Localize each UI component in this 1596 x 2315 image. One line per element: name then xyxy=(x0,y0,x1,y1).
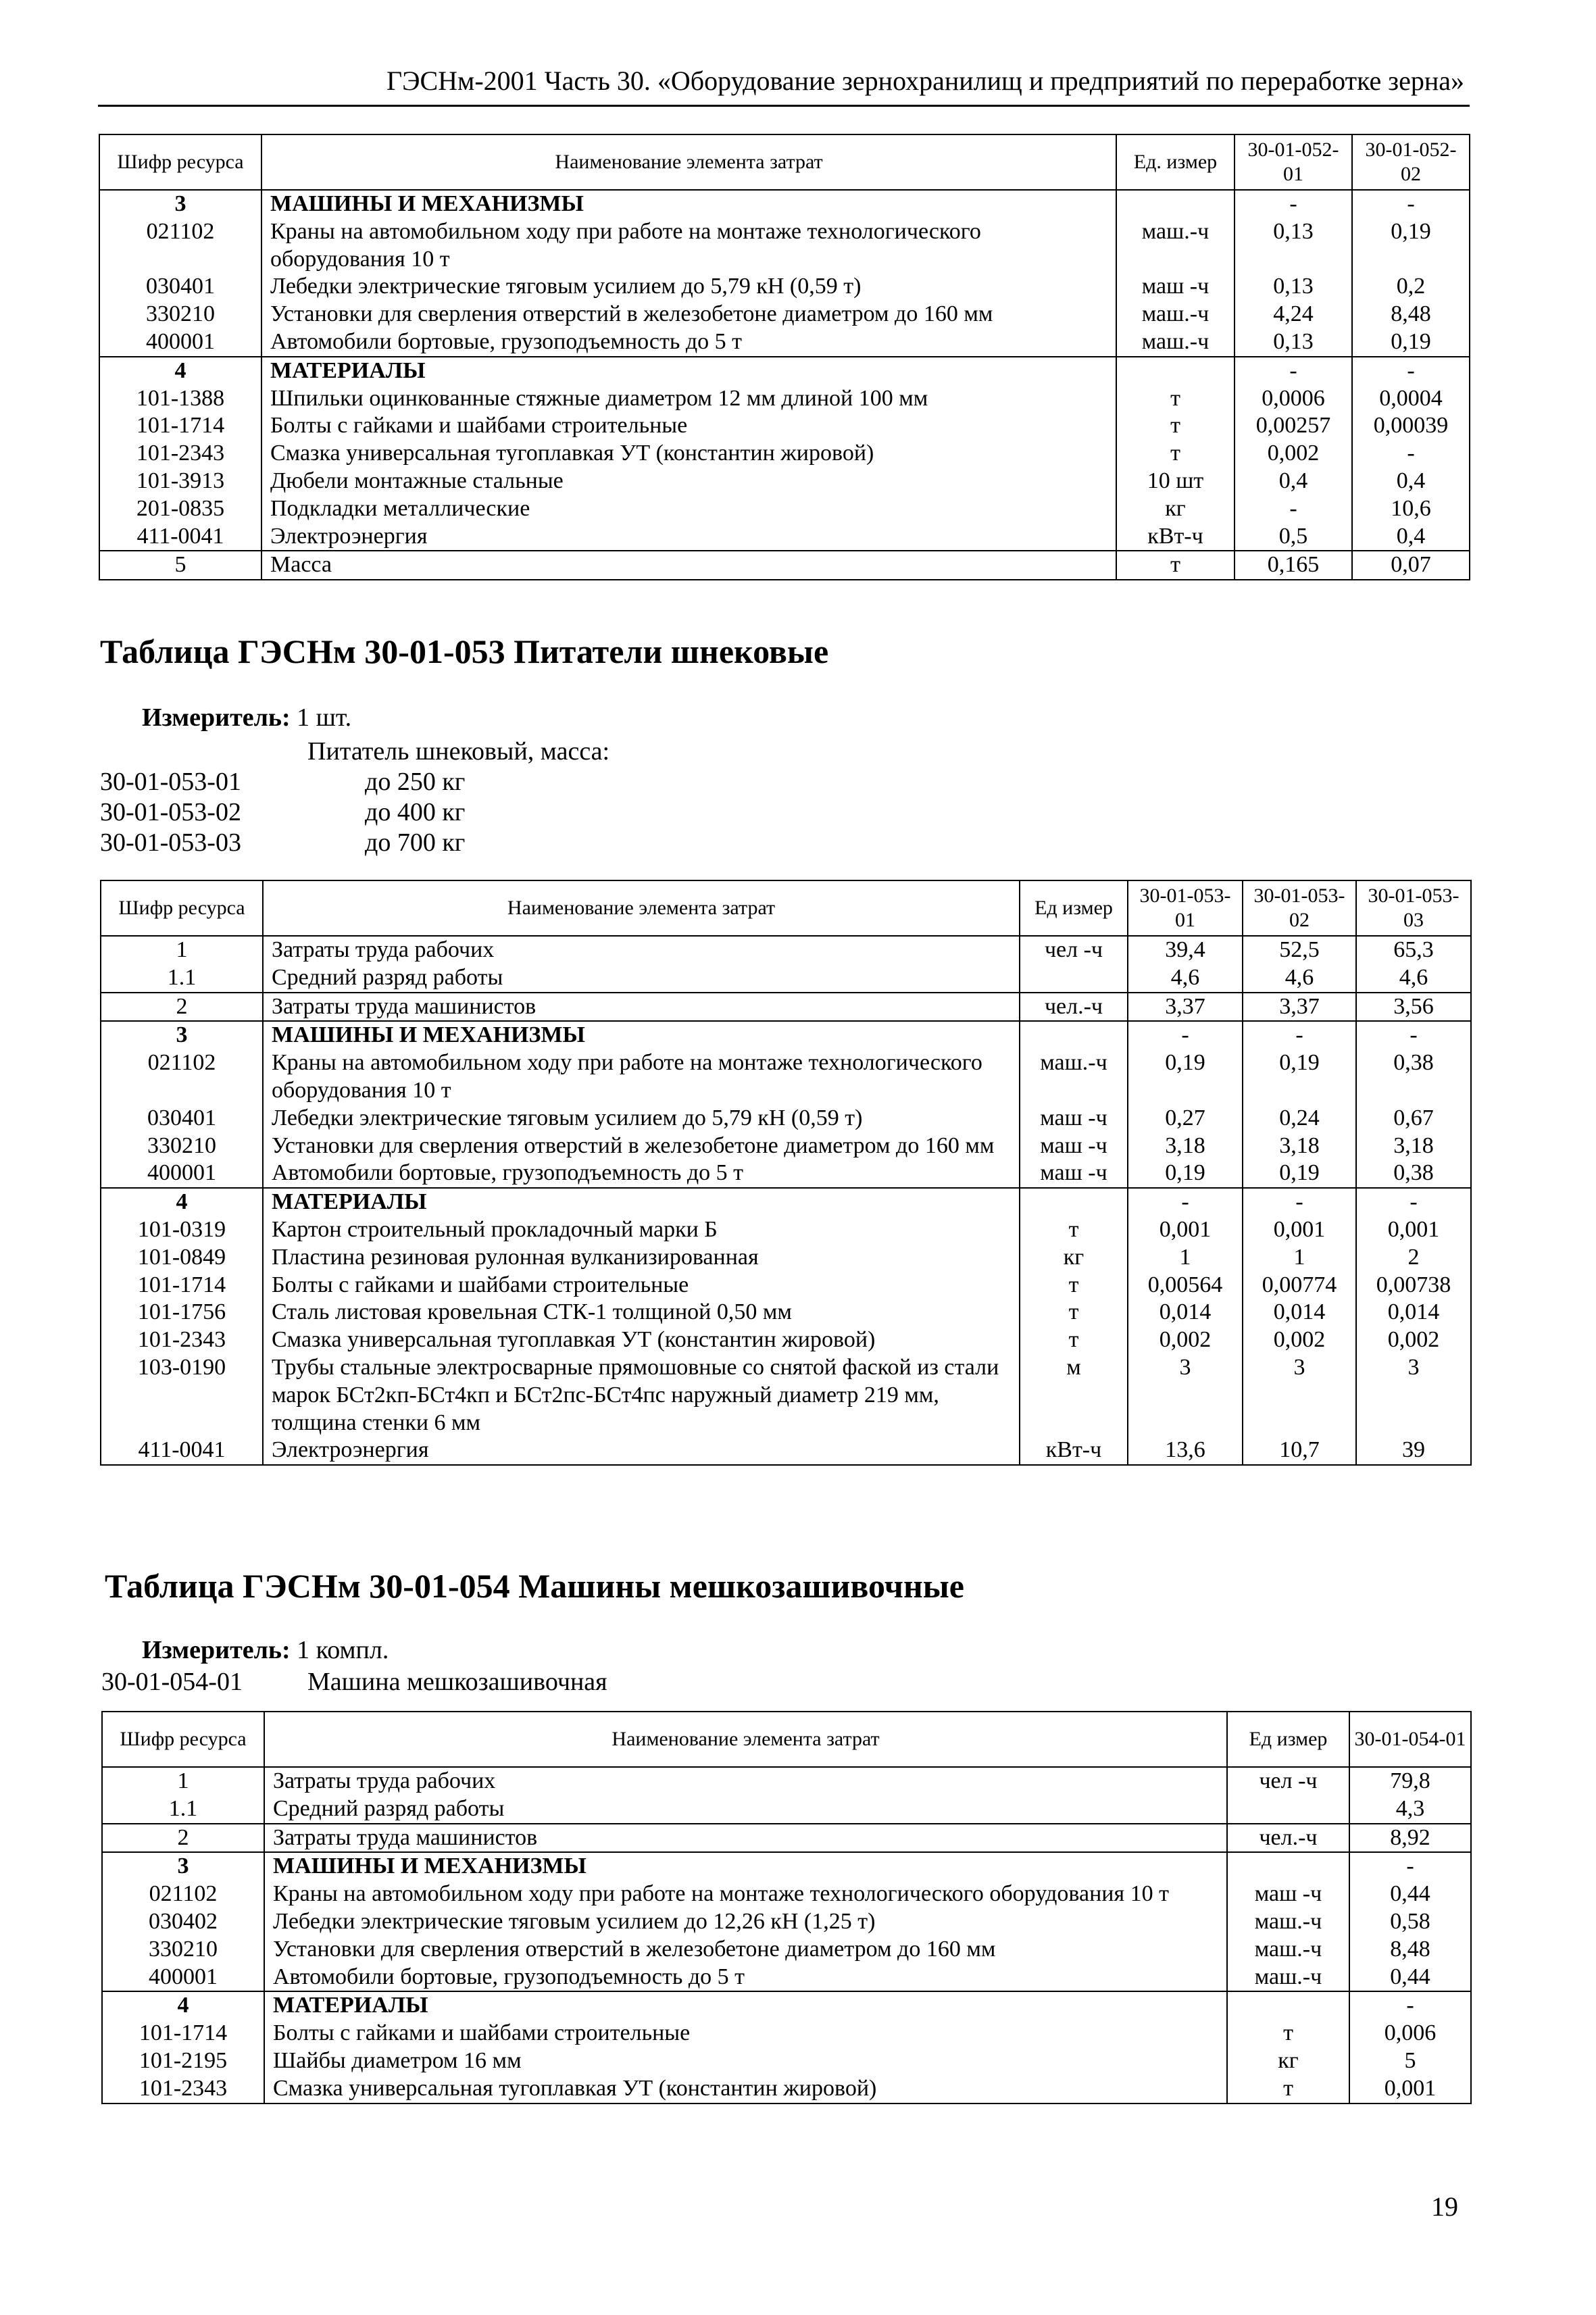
cell-value: 13,6 xyxy=(1128,1437,1243,1465)
cell-value: 3,37 xyxy=(1128,993,1243,1022)
table-row xyxy=(101,1272,1471,1299)
table-row xyxy=(102,1936,1471,1964)
cell-value: 0,0006 xyxy=(1235,385,1352,413)
cell-unit xyxy=(1227,1991,1349,2020)
table-row xyxy=(99,218,1470,274)
cell-code: 101-1388 xyxy=(99,385,261,413)
cell-unit: т xyxy=(1116,551,1235,580)
cell-name: МАШИНЫ И МЕХАНИЗМЫ xyxy=(261,190,1116,218)
cell-value: - xyxy=(1243,1021,1356,1049)
header-col: 30-01-053-01 xyxy=(1128,880,1243,936)
header-col: 30-01-053-03 xyxy=(1356,880,1471,936)
cell-name: Установки для сверления отверстий в железобетоне диаметром до 160 мм xyxy=(263,1132,1020,1160)
cell-code: 4 xyxy=(102,1991,264,2020)
cell-value: 0,001 xyxy=(1349,2075,1471,2104)
cell-name: Электроэнергия xyxy=(263,1437,1020,1465)
cell-name: Автомобили бортовые, грузоподъемность до 5 т xyxy=(261,328,1116,357)
header-name: Наименование элемента затрат xyxy=(263,880,1020,936)
table-row xyxy=(101,1049,1471,1105)
cell-name: Смазка универсальная тугоплавкая УТ (константин жировой) xyxy=(263,1326,1020,1354)
cell-unit: т xyxy=(1020,1326,1128,1354)
cell-value: 0,07 xyxy=(1352,551,1470,580)
table-row xyxy=(102,1964,1471,1992)
cell-name: МАТЕРИАЛЫ xyxy=(261,357,1116,385)
cell-code: 411-0041 xyxy=(101,1437,263,1465)
cell-value: 0,58 xyxy=(1349,1908,1471,1936)
cell-value: 0,002 xyxy=(1128,1326,1243,1354)
cell-value: 0,4 xyxy=(1352,468,1470,495)
table-row xyxy=(101,964,1471,993)
measure-label: Измеритель: xyxy=(142,703,291,732)
cell-name: Краны на автомобильном ходу при работе на монтаже технологического оборудования 10 т xyxy=(264,1881,1227,1908)
table-row xyxy=(102,1824,1471,1853)
cell-unit: т xyxy=(1227,2020,1349,2047)
cell-unit: маш -ч xyxy=(1020,1132,1128,1160)
cell-code: 101-2343 xyxy=(101,1326,263,1354)
cell-name: Затраты труда машинистов xyxy=(264,1824,1227,1853)
table-row xyxy=(101,1326,1471,1354)
cell-value: 0,002 xyxy=(1356,1326,1471,1354)
item-text: до 250 кг xyxy=(365,768,466,796)
cell-value: 0,5 xyxy=(1235,523,1352,551)
cell-name: Смазка универсальная тугоплавкая УТ (константин жировой) xyxy=(264,2075,1227,2104)
table-row xyxy=(99,301,1470,328)
table-row xyxy=(99,523,1470,551)
cell-name: Автомобили бортовые, грузоподъемность до 5 т xyxy=(263,1160,1020,1188)
cell-value: 0,13 xyxy=(1235,328,1352,357)
cell-code: 101-2343 xyxy=(99,440,261,468)
cell-name: Болты с гайками и шайбами строительные xyxy=(261,412,1116,440)
table-row xyxy=(101,1437,1471,1465)
cell-name: Средний разряд работы xyxy=(264,1795,1227,1824)
cell-unit xyxy=(1227,1852,1349,1881)
cell-code: 411-0041 xyxy=(99,523,261,551)
cell-unit: кг xyxy=(1020,1244,1128,1272)
cell-value: 3,18 xyxy=(1356,1132,1471,1160)
cell-value: 0,19 xyxy=(1243,1160,1356,1188)
cell-name: Автомобили бортовые, грузоподъемность до 5 т xyxy=(264,1964,1227,1992)
cell-value: 10,6 xyxy=(1352,495,1470,523)
cell-code: 1 xyxy=(101,936,263,964)
measure-value: 1 компл. xyxy=(297,1636,389,1664)
table-row xyxy=(99,412,1470,440)
cell-value: - xyxy=(1352,357,1470,385)
table-row xyxy=(102,1767,1471,1795)
cell-unit: т xyxy=(1227,2075,1349,2104)
cell-code: 021102 xyxy=(101,1049,263,1105)
header-code: Шифр ресурса xyxy=(99,134,261,190)
cell-unit: чел.-ч xyxy=(1227,1824,1349,1853)
cell-value: 3,18 xyxy=(1243,1132,1356,1160)
header-col: 30-01-052-02 xyxy=(1352,134,1470,190)
cell-value: - xyxy=(1356,1021,1471,1049)
cell-value: 0,00257 xyxy=(1235,412,1352,440)
cell-unit: т xyxy=(1116,412,1235,440)
cell-name: Затраты труда машинистов xyxy=(263,993,1020,1022)
cell-name: Болты с гайками и шайбами строительные xyxy=(264,2020,1227,2047)
header-unit: Ед. измер xyxy=(1116,134,1235,190)
cell-name: Смазка универсальная тугоплавкая УТ (константин жировой) xyxy=(261,440,1116,468)
cell-name: Затраты труда рабочих xyxy=(264,1767,1227,1795)
resource-table-053 xyxy=(100,880,1472,1466)
header-rule xyxy=(98,105,1470,107)
cell-value: 4,6 xyxy=(1356,964,1471,993)
cell-code: 3 xyxy=(99,190,261,218)
cell-value: - xyxy=(1356,1188,1471,1216)
cell-unit: маш.-ч xyxy=(1227,1964,1349,1992)
measure-label: Измеритель: xyxy=(142,1636,291,1664)
cell-unit xyxy=(1020,964,1128,993)
table-row xyxy=(101,1132,1471,1160)
cell-code: 3 xyxy=(101,1021,263,1049)
cell-value: 0,165 xyxy=(1235,551,1352,580)
cell-value: 0,19 xyxy=(1352,328,1470,357)
cell-unit xyxy=(1020,1188,1128,1216)
item-text: до 400 кг xyxy=(365,798,466,826)
header-col: 30-01-052-01 xyxy=(1235,134,1352,190)
cell-unit: маш.-ч xyxy=(1116,328,1235,357)
cell-code: 103-0190 xyxy=(101,1354,263,1437)
cell-code: 030401 xyxy=(99,273,261,301)
cell-value: 3 xyxy=(1128,1354,1243,1437)
cell-unit: маш.-ч xyxy=(1116,218,1235,274)
table-row xyxy=(101,1216,1471,1244)
cell-value: 0,006 xyxy=(1349,2020,1471,2047)
cell-code: 021102 xyxy=(102,1881,264,1908)
cell-unit: т xyxy=(1116,440,1235,468)
cell-value: - xyxy=(1128,1021,1243,1049)
cell-code: 030402 xyxy=(102,1908,264,1936)
cell-unit: т xyxy=(1020,1299,1128,1326)
table-row xyxy=(99,385,1470,413)
cell-code: 1.1 xyxy=(101,964,263,993)
cell-value: 0,4 xyxy=(1235,468,1352,495)
header-name: Наименование элемента затрат xyxy=(264,1712,1227,1767)
cell-value: 4,24 xyxy=(1235,301,1352,328)
cell-value: 0,44 xyxy=(1349,1964,1471,1992)
header-col: 30-01-054-01 xyxy=(1349,1712,1471,1767)
cell-value: 3,56 xyxy=(1356,993,1471,1022)
cell-value: 3,18 xyxy=(1128,1132,1243,1160)
cell-code: 400001 xyxy=(99,328,261,357)
cell-value: - xyxy=(1235,190,1352,218)
cell-value: - xyxy=(1352,190,1470,218)
cell-value: 0,001 xyxy=(1356,1216,1471,1244)
item-caption: Питатель шнековый, масса: xyxy=(307,737,610,766)
page-header-title: ГЭСНм-2001 Часть 30. «Оборудование зернохранилищ и предприятий по переработке зерна» xyxy=(386,66,1464,96)
cell-unit xyxy=(1227,1795,1349,1824)
cell-value: 10,7 xyxy=(1243,1437,1356,1465)
cell-name: Шайбы диаметром 16 мм xyxy=(264,2047,1227,2075)
cell-value: 39,4 xyxy=(1128,936,1243,964)
cell-unit: т xyxy=(1116,385,1235,413)
cell-value: 0,001 xyxy=(1243,1216,1356,1244)
cell-unit: маш -ч xyxy=(1020,1105,1128,1132)
cell-name: Пластина резиновая рулонная вулканизированная xyxy=(263,1244,1020,1272)
cell-code: 101-1714 xyxy=(102,2020,264,2047)
cell-value: - xyxy=(1235,495,1352,523)
cell-value: - xyxy=(1349,1991,1471,2020)
cell-name: Установки для сверления отверстий в железобетоне диаметром до 160 мм xyxy=(264,1936,1227,1964)
cell-value: 39 xyxy=(1356,1437,1471,1465)
cell-code: 201-0835 xyxy=(99,495,261,523)
table-body xyxy=(101,936,1471,1465)
cell-name: Лебедки электрические тяговым усилием до 5,79 кН (0,59 т) xyxy=(263,1105,1020,1132)
cell-value: 52,5 xyxy=(1243,936,1356,964)
cell-value: 0,24 xyxy=(1243,1105,1356,1132)
cell-code: 101-0849 xyxy=(101,1244,263,1272)
cell-value: 0,38 xyxy=(1356,1160,1471,1188)
cell-unit xyxy=(1116,190,1235,218)
cell-name: Краны на автомобильном ходу при работе на монтаже технологического оборудования 10 т xyxy=(261,218,1116,274)
table-row xyxy=(101,936,1471,964)
cell-value: 8,92 xyxy=(1349,1824,1471,1853)
item-code: 30-01-054-01 xyxy=(101,1668,243,1696)
cell-name: Сталь листовая кровельная СТК-1 толщиной 0,50 мм xyxy=(263,1299,1020,1326)
cell-value: 0,014 xyxy=(1356,1299,1471,1326)
cell-name: МАШИНЫ И МЕХАНИЗМЫ xyxy=(263,1021,1020,1049)
cell-code: 101-3913 xyxy=(99,468,261,495)
header-code: Шифр ресурса xyxy=(102,1712,264,1767)
resource-table-052 xyxy=(99,134,1470,580)
measure-line-054 xyxy=(142,1635,389,1665)
measure-value: 1 шт. xyxy=(297,703,352,732)
table-row xyxy=(101,1160,1471,1188)
cell-code: 330210 xyxy=(101,1132,263,1160)
item-text: Машина мешкозашивочная xyxy=(307,1668,607,1696)
cell-unit xyxy=(1116,357,1235,385)
cell-unit: чел.-ч xyxy=(1020,993,1128,1022)
cell-unit: т xyxy=(1020,1216,1128,1244)
header-col: 30-01-053-02 xyxy=(1243,880,1356,936)
table-title-054: Таблица ГЭСНм 30-01-054 Машины мешкозашивочные xyxy=(105,1567,964,1605)
cell-name: Лебедки электрические тяговым усилием до 5,79 кН (0,59 т) xyxy=(261,273,1116,301)
item-code: 30-01-053-01 xyxy=(100,768,241,796)
header-name: Наименование элемента затрат xyxy=(261,134,1116,190)
table-row xyxy=(101,1354,1471,1437)
cell-unit: чел -ч xyxy=(1020,936,1128,964)
cell-unit: маш.-ч xyxy=(1227,1936,1349,1964)
table-row xyxy=(101,1244,1471,1272)
cell-value: 0,19 xyxy=(1128,1160,1243,1188)
cell-value: 3 xyxy=(1243,1354,1356,1437)
cell-value: 0,0004 xyxy=(1352,385,1470,413)
cell-code: 400001 xyxy=(101,1160,263,1188)
header-unit: Ед измер xyxy=(1020,880,1128,936)
item-text: до 700 кг xyxy=(365,828,466,857)
cell-name: Болты с гайками и шайбами строительные xyxy=(263,1272,1020,1299)
cell-value: 0,001 xyxy=(1128,1216,1243,1244)
table-row xyxy=(102,2075,1471,2104)
cell-code: 330210 xyxy=(102,1936,264,1964)
item-code: 30-01-053-02 xyxy=(100,798,241,826)
cell-code: 101-1714 xyxy=(99,412,261,440)
cell-unit: 10 шт xyxy=(1116,468,1235,495)
cell-value: 0,19 xyxy=(1352,218,1470,274)
cell-unit: маш.-ч xyxy=(1227,1908,1349,1936)
cell-value: 0,19 xyxy=(1243,1049,1356,1105)
cell-code: 101-1714 xyxy=(101,1272,263,1299)
cell-value: 65,3 xyxy=(1356,936,1471,964)
table-row xyxy=(99,357,1470,385)
cell-unit: кВт-ч xyxy=(1020,1437,1128,1465)
item-code: 30-01-053-03 xyxy=(100,828,241,857)
table-row xyxy=(101,1021,1471,1049)
cell-name: Средний разряд работы xyxy=(263,964,1020,993)
page-number: 19 xyxy=(1431,2191,1458,2222)
cell-code: 021102 xyxy=(99,218,261,274)
cell-value: 0,13 xyxy=(1235,218,1352,274)
cell-name: МАТЕРИАЛЫ xyxy=(263,1188,1020,1216)
cell-value: - xyxy=(1235,357,1352,385)
cell-value: 1 xyxy=(1243,1244,1356,1272)
cell-unit: кг xyxy=(1116,495,1235,523)
cell-value: 0,4 xyxy=(1352,523,1470,551)
table-body xyxy=(99,190,1470,580)
cell-name: Шпильки оцинкованные стяжные диаметром 12 мм длиной 100 мм xyxy=(261,385,1116,413)
table-row xyxy=(101,1299,1471,1326)
cell-code: 4 xyxy=(101,1188,263,1216)
cell-unit: маш.-ч xyxy=(1020,1049,1128,1105)
cell-value: 0,00564 xyxy=(1128,1272,1243,1299)
cell-value: 0,014 xyxy=(1128,1299,1243,1326)
cell-name: Картон строительный прокладочный марки Б xyxy=(263,1216,1020,1244)
cell-name: Дюбели монтажные стальные xyxy=(261,468,1116,495)
cell-unit: маш -ч xyxy=(1020,1160,1128,1188)
cell-name: МАШИНЫ И МЕХАНИЗМЫ xyxy=(264,1852,1227,1881)
cell-code: 101-0319 xyxy=(101,1216,263,1244)
cell-value: 0,2 xyxy=(1352,273,1470,301)
table-row xyxy=(102,1991,1471,2020)
cell-name: Трубы стальные электросварные прямошовные со снятой фаской из стали марок БСт2кп-БСт4кп и БСт2пс-БСт4пс наружный диаметр 219 мм, толщина стенки 6 мм xyxy=(263,1354,1020,1437)
cell-value: 4,3 xyxy=(1349,1795,1471,1824)
cell-value: 0,44 xyxy=(1349,1881,1471,1908)
cell-value: 0,00774 xyxy=(1243,1272,1356,1299)
cell-code: 101-2343 xyxy=(102,2075,264,2104)
cell-code: 4 xyxy=(99,357,261,385)
cell-name: Установки для сверления отверстий в железобетоне диаметром до 160 мм xyxy=(261,301,1116,328)
cell-name: Затраты труда рабочих xyxy=(263,936,1020,964)
cell-name: Масса xyxy=(261,551,1116,580)
cell-value: - xyxy=(1128,1188,1243,1216)
table-row xyxy=(102,2047,1471,2075)
table-row xyxy=(101,1105,1471,1132)
cell-name: Электроэнергия xyxy=(261,523,1116,551)
cell-value: 0,13 xyxy=(1235,273,1352,301)
cell-code: 3 xyxy=(102,1852,264,1881)
cell-unit: т xyxy=(1020,1272,1128,1299)
table-row xyxy=(99,440,1470,468)
cell-value: - xyxy=(1243,1188,1356,1216)
table-title-053: Таблица ГЭСНм 30-01-053 Питатели шнековые xyxy=(100,632,829,670)
cell-unit: кг xyxy=(1227,2047,1349,2075)
cell-value: 3,37 xyxy=(1243,993,1356,1022)
cell-value: 3 xyxy=(1356,1354,1471,1437)
cell-code: 101-2195 xyxy=(102,2047,264,2075)
cell-code: 400001 xyxy=(102,1964,264,1992)
table-row xyxy=(99,273,1470,301)
cell-value: 8,48 xyxy=(1349,1936,1471,1964)
cell-value: - xyxy=(1349,1852,1471,1881)
table-row xyxy=(102,1795,1471,1824)
cell-value: 0,27 xyxy=(1128,1105,1243,1132)
cell-unit: кВт-ч xyxy=(1116,523,1235,551)
cell-code: 330210 xyxy=(99,301,261,328)
table-body xyxy=(102,1767,1471,2104)
cell-code: 1 xyxy=(102,1767,264,1795)
cell-unit: маш -ч xyxy=(1227,1881,1349,1908)
cell-value: - xyxy=(1352,440,1470,468)
cell-name: Лебедки электрические тяговым усилием до 12,26 кН (1,25 т) xyxy=(264,1908,1227,1936)
cell-code: 101-1756 xyxy=(101,1299,263,1326)
cell-value: 4,6 xyxy=(1128,964,1243,993)
table-row xyxy=(99,551,1470,580)
cell-unit xyxy=(1020,1021,1128,1049)
cell-code: 5 xyxy=(99,551,261,580)
resource-table-054 xyxy=(101,1711,1472,2104)
cell-value: 5 xyxy=(1349,2047,1471,2075)
table-row xyxy=(102,1852,1471,1881)
cell-code: 2 xyxy=(101,993,263,1022)
cell-value: 2 xyxy=(1356,1244,1471,1272)
cell-value: 0,002 xyxy=(1235,440,1352,468)
table-row xyxy=(99,468,1470,495)
table-row xyxy=(99,190,1470,218)
header-unit: Ед измер xyxy=(1227,1712,1349,1767)
cell-unit: м xyxy=(1020,1354,1128,1437)
cell-value: 0,002 xyxy=(1243,1326,1356,1354)
cell-value: 0,00738 xyxy=(1356,1272,1471,1299)
cell-value: 1 xyxy=(1128,1244,1243,1272)
header-code: Шифр ресурса xyxy=(101,880,263,936)
table-row xyxy=(99,328,1470,357)
table-row xyxy=(102,1908,1471,1936)
cell-value: 8,48 xyxy=(1352,301,1470,328)
cell-value: 0,00039 xyxy=(1352,412,1470,440)
cell-value: 0,38 xyxy=(1356,1049,1471,1105)
cell-value: 79,8 xyxy=(1349,1767,1471,1795)
table-row xyxy=(99,495,1470,523)
cell-name: Подкладки металлические xyxy=(261,495,1116,523)
cell-unit: маш -ч xyxy=(1116,273,1235,301)
table-row xyxy=(102,2020,1471,2047)
cell-code: 1.1 xyxy=(102,1795,264,1824)
cell-code: 030401 xyxy=(101,1105,263,1132)
table-row xyxy=(102,1881,1471,1908)
cell-unit: чел -ч xyxy=(1227,1767,1349,1795)
cell-value: 0,67 xyxy=(1356,1105,1471,1132)
table-row xyxy=(101,993,1471,1022)
cell-name: МАТЕРИАЛЫ xyxy=(264,1991,1227,2020)
measure-line-053 xyxy=(142,703,351,732)
cell-value: 4,6 xyxy=(1243,964,1356,993)
cell-value: 0,19 xyxy=(1128,1049,1243,1105)
cell-name: Краны на автомобильном ходу при работе на монтаже технологического оборудования 10 т xyxy=(263,1049,1020,1105)
cell-value: 0,014 xyxy=(1243,1299,1356,1326)
table-row xyxy=(101,1188,1471,1216)
cell-code: 2 xyxy=(102,1824,264,1853)
cell-unit: маш.-ч xyxy=(1116,301,1235,328)
